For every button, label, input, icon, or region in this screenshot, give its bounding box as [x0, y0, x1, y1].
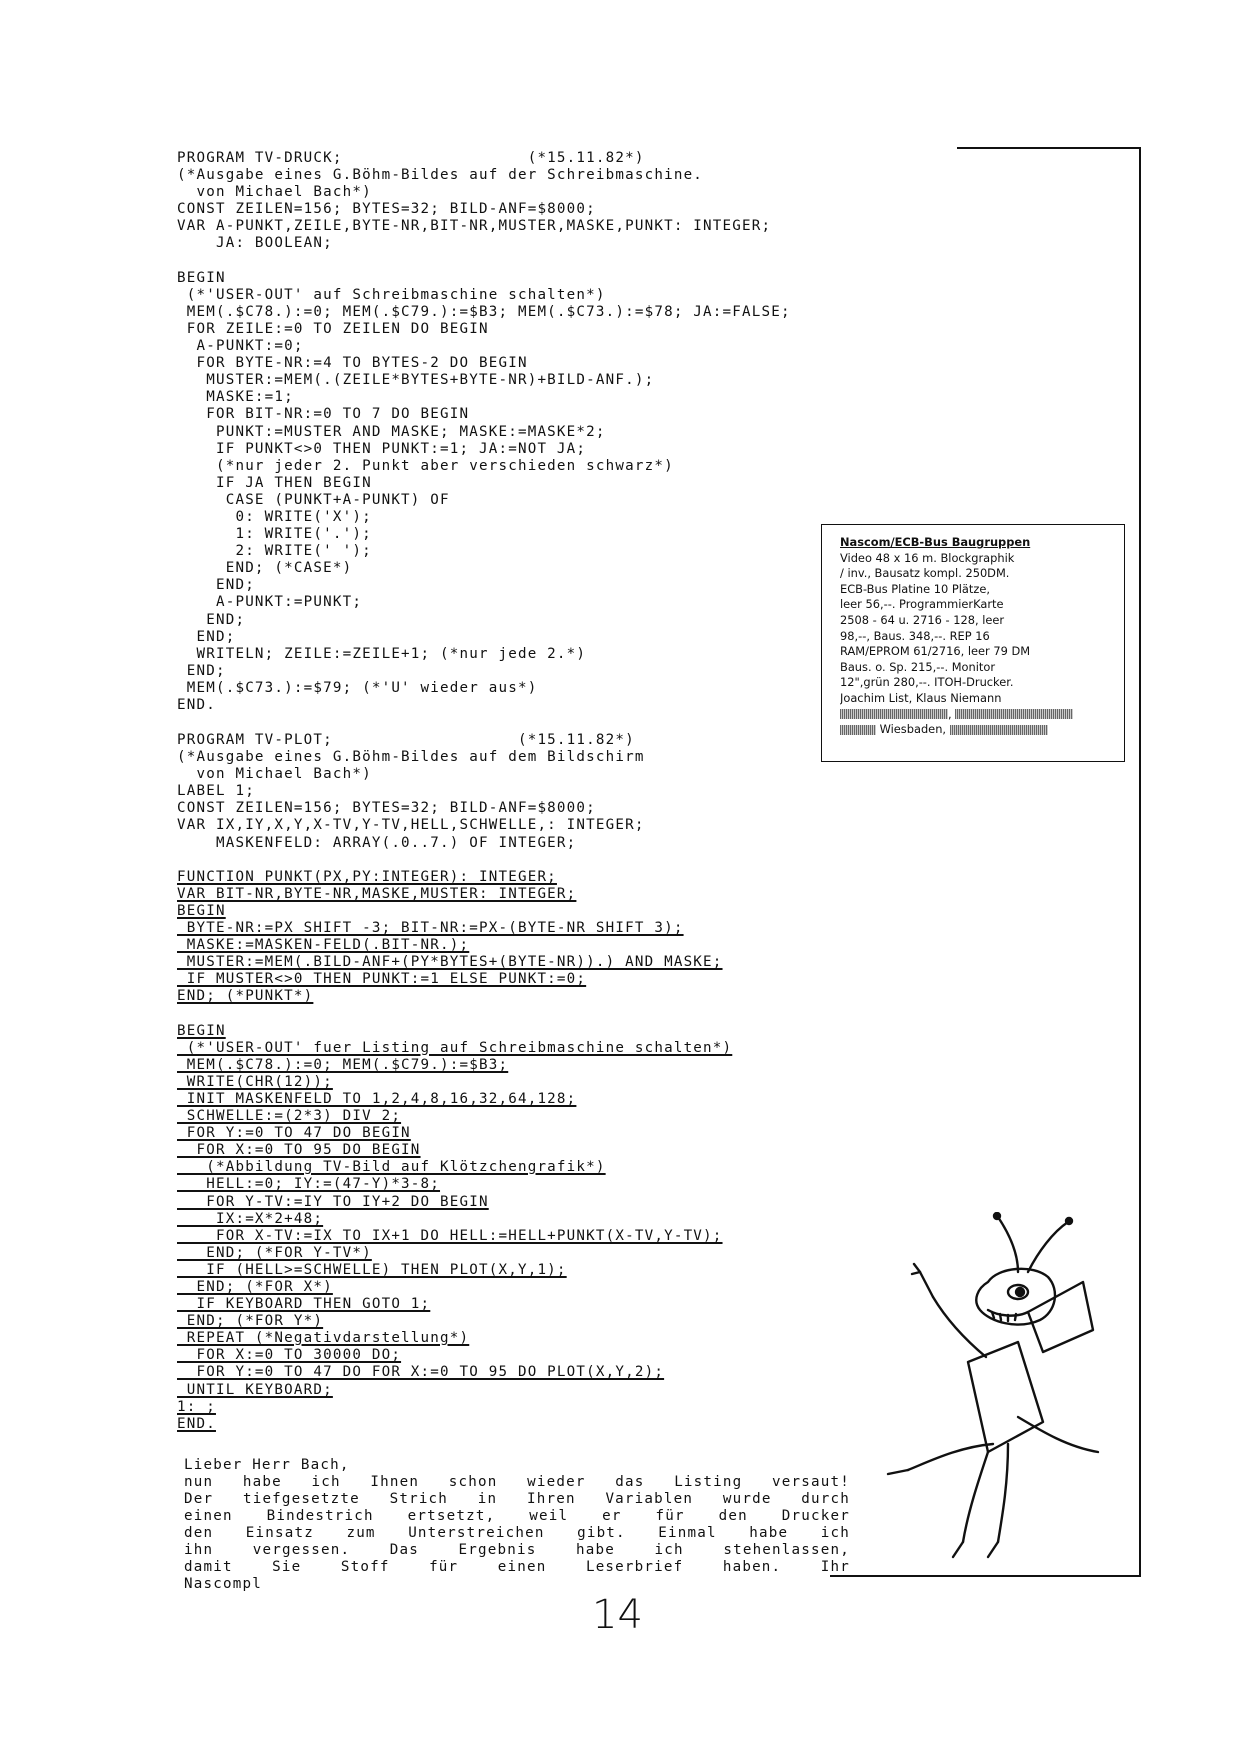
code-line: UNTIL KEYBOARD; [177, 1381, 333, 1398]
frame-line-right [1139, 147, 1141, 1577]
editor-letter [184, 1457, 850, 1593]
advertisement-line: ECB-Bus Platine 10 Plätze, [840, 581, 990, 596]
code-line: MASKENFELD: ARRAY(.0..7.) OF INTEGER; [177, 834, 577, 851]
code-line [177, 1006, 732, 1023]
letter-line: Lieber Herr Bach, [184, 1457, 350, 1473]
page-number: 14 [592, 1592, 643, 1638]
code-line: PUNKT:=MUSTER AND MASKE; MASKE:=MASKE*2; [177, 423, 606, 440]
leg [908, 1444, 993, 1470]
antenna [1028, 1222, 1068, 1272]
code-line: BEGIN [177, 269, 226, 286]
code-line: A-PUNKT:=PUNKT; [177, 594, 363, 611]
code-line: FOR Y-TV:=IY TO IY+2 DO BEGIN [177, 1193, 489, 1210]
code-line: von Michael Bach*) [177, 184, 372, 201]
code-line [177, 253, 791, 270]
code-line: IF (HELL>=SCHWELLE) THEN PLOT(X,Y,1); [177, 1261, 567, 1278]
letter-line: Der tiefgesetzte Strich in Ihren Variablen wurde durch [184, 1491, 850, 1507]
advertisement-line: Joachim List, Klaus Niemann [840, 690, 1002, 705]
code-line: CONST ZEILEN=156; BYTES=32; BILD-ANF=$8000; [177, 800, 596, 817]
letter-line: Nascompl [184, 1576, 262, 1592]
code-line: IF KEYBOARD THEN GOTO 1; [177, 1296, 431, 1313]
code-line: END; [177, 628, 236, 645]
code-line: MEM(.$C78.):=0; MEM(.$C79.):=$B3; [177, 1056, 509, 1073]
advertisement-line: Baus. o. Sp. 215,--. Monitor [840, 659, 996, 674]
paper-sheet [1028, 1282, 1093, 1352]
code-line: FOR Y:=0 TO 47 DO BEGIN [177, 1125, 411, 1142]
leg [998, 1444, 1008, 1542]
code-line: (*Ausgabe eines G.Böhm-Bildes auf dem Bildschirm [177, 749, 645, 766]
code-line: 1: ; [177, 1398, 216, 1415]
redaction-bar [950, 725, 1048, 735]
code-line: END; (*PUNKT*) [177, 988, 314, 1005]
code-line: SCHWELLE:=(2*3) DIV 2; [177, 1108, 402, 1125]
frame-line-bottom [830, 1575, 1141, 1577]
code-line: 0: WRITE('X'); [177, 508, 372, 525]
code-line: LABEL 1; [177, 783, 255, 800]
code-line: MASKE:=MASKEN-FELD(.BIT-NR.); [177, 937, 470, 954]
code-line: END; (*FOR X*) [177, 1279, 333, 1295]
advertisement-line: leer 56,--. ProgrammierKarte [840, 597, 1004, 612]
advertisement-address-line [840, 722, 1114, 738]
code-line: BEGIN [177, 902, 226, 919]
code-line: END; (*FOR Y-TV*) [177, 1244, 372, 1261]
code-line: 2: WRITE(' '); [177, 543, 372, 560]
code-line: INIT MASKENFELD TO 1,2,4,8,16,32,64,128; [177, 1090, 577, 1107]
code-line: FOR BYTE-NR:=4 TO BYTES-2 DO BEGIN [177, 355, 528, 372]
code-line: (*'USER-OUT' auf Schreibmaschine schalten*) [177, 286, 606, 303]
code-line: FOR ZEILE:=0 TO ZEILEN DO BEGIN [177, 320, 489, 337]
code-line: PROGRAM TV-PLOT; (*15.11.82*) [177, 732, 635, 748]
code-line: FOR X-TV:=IX TO IX+1 DO HELL:=HELL+PUNKT(X-TV,Y-TV); [177, 1227, 723, 1244]
code-line: IF JA THEN BEGIN [177, 474, 372, 491]
code-line: VAR A-PUNKT,ZEILE,BYTE-NR,BIT-NR,MUSTER,MASKE,PUNKT: INTEGER; [177, 218, 772, 235]
code-line: WRITE(CHR(12)); [177, 1073, 333, 1090]
program-listing-tv-druck [177, 150, 791, 714]
code-line: MEM(.$C73.):=$79; (*'U' wieder aus*) [177, 679, 538, 696]
letter-line: einen Bindestrich ertsetzt, weil er für den Drucker [184, 1508, 850, 1524]
code-line: REPEAT (*Negativdarstellung*) [177, 1330, 470, 1347]
code-line: 1: WRITE('.'); [177, 526, 372, 543]
letter-line: ihn vergessen. Das Ergebnis habe ich stehenlassen, [184, 1542, 850, 1558]
body-sheet [968, 1342, 1043, 1452]
code-line [177, 852, 732, 869]
frame-line-top [957, 147, 1141, 149]
advertisement-box [821, 524, 1125, 762]
code-line: (*Ausgabe eines G.Böhm-Bildes auf der Schreibmaschine. [177, 167, 704, 184]
cartoon-cricket-illustration [868, 1212, 1108, 1572]
advertisement-city: Wiesbaden, [879, 722, 947, 737]
redaction-bar [840, 709, 948, 719]
code-line: FOR X:=0 TO 30000 DO; [177, 1347, 402, 1364]
code-line: END; [177, 662, 226, 679]
code-line: FOR Y:=0 TO 47 DO FOR X:=0 TO 95 DO PLOT(X,Y,2); [177, 1364, 665, 1381]
code-line: JA: BOOLEAN; [177, 235, 333, 252]
code-line: HELL:=0; IY:=(47-Y)*3-8; [177, 1176, 441, 1193]
code-line: CONST ZEILEN=156; BYTES=32; BILD-ANF=$8000; [177, 201, 596, 218]
advertisement-line: 12",grün 280,--. ITOH-Drucker. [840, 675, 1014, 690]
code-line: END. [177, 697, 216, 713]
advertisement-text [840, 535, 1114, 707]
code-line: VAR IX,IY,X,Y,X-TV,Y-TV,HELL,SCHWELLE,: INTEGER; [177, 817, 645, 834]
code-line: MASKE:=1; [177, 389, 294, 406]
advertisement-line: / inv., Bausatz kompl. 250DM. [840, 566, 1010, 581]
advertisement-line: Video 48 x 16 m. Blockgraphik [840, 550, 1015, 565]
redaction-bar [840, 725, 876, 735]
code-line: (*'USER-OUT' fuer Listing auf Schreibmaschine schalten*) [177, 1039, 733, 1056]
code-line: END; [177, 611, 246, 628]
advertisement-line: 2508 - 64 u. 2716 - 128, leer [840, 612, 1005, 627]
letter-line: den Einsatz zum Unterstreichen gibt. Einmal habe ich [184, 1525, 850, 1541]
redaction-bar [955, 709, 1073, 719]
code-line: FOR X:=0 TO 95 DO BEGIN [177, 1142, 421, 1159]
code-line: IF MUSTER<>0 THEN PUNKT:=1 ELSE PUNKT:=0; [177, 971, 587, 988]
code-line: A-PUNKT:=0; [177, 338, 304, 355]
code-line: FUNCTION PUNKT(PX,PY:INTEGER): INTEGER; [177, 868, 557, 885]
code-line: VAR BIT-NR,BYTE-NR,MASKE,MUSTER: INTEGER; [177, 885, 577, 902]
code-line: IX:=X*2+48; [177, 1210, 324, 1227]
code-line: IF PUNKT<>0 THEN PUNKT:=1; JA:=NOT JA; [177, 440, 587, 457]
letter-line: nun habe ich Ihnen schon wieder das Listing versaut! [184, 1474, 850, 1490]
letter-line: damit Sie Stoff für einen Leserbrief haben. Ihr [184, 1559, 850, 1575]
code-line: MUSTER:=MEM(.(ZEILE*BYTES+BYTE-NR)+BILD-ANF.); [177, 372, 655, 389]
code-line: FOR BIT-NR:=0 TO 7 DO BEGIN [177, 406, 470, 423]
advertisement-redacted-line: , [840, 707, 1114, 723]
code-line: BEGIN [177, 1022, 226, 1039]
code-line: CASE (PUNKT+A-PUNKT) OF [177, 491, 450, 508]
advertisement-line: Nascom/ECB-Bus Baugruppen [840, 535, 1031, 549]
advertisement-line: RAM/EPROM 61/2716, leer 79 DM [840, 644, 1031, 659]
leg [963, 1452, 988, 1542]
code-line: (*Abbildung TV-Bild auf Klötzchengrafik*) [177, 1159, 606, 1176]
code-line: MUSTER:=MEM(.BILD-ANF+(PY*BYTES+(BYTE-NR)).) AND MASKE; [177, 954, 723, 971]
code-line: END; (*CASE*) [177, 560, 353, 577]
code-line: END; [177, 577, 255, 594]
code-line: von Michael Bach*) [177, 766, 372, 783]
code-line: BYTE-NR:=PX SHIFT -3; BIT-NR:=PX-(BYTE-NR SHIFT 3); [177, 920, 684, 937]
advertisement-line: 98,--, Baus. 348,--. REP 16 [840, 628, 990, 643]
code-line: PROGRAM TV-DRUCK; (*15.11.82*) [177, 150, 645, 166]
antenna [998, 1217, 1018, 1272]
code-line: WRITELN; ZEILE:=ZEILE+1; (*nur jede 2.*) [177, 645, 587, 662]
code-line: END. [177, 1415, 216, 1432]
code-line: MEM(.$C78.):=0; MEM(.$C79.):=$B3; MEM(.$C73.):=$78; JA:=FALSE; [177, 303, 791, 320]
program-listing-tv-plot [177, 732, 732, 1433]
code-line: END; (*FOR Y*) [177, 1313, 324, 1330]
code-line: (*nur jeder 2. Punkt aber verschieden schwarz*) [177, 457, 674, 474]
